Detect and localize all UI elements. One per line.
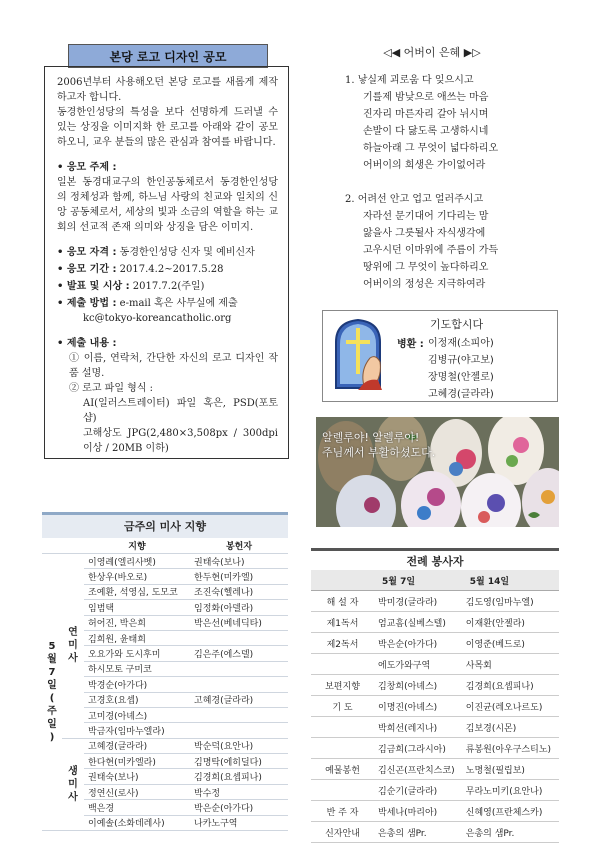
liturgy-server-1: 박미경(글라라)	[374, 591, 462, 612]
hymn-line: 1. 낳실제 괴로움 다 잊으시고	[345, 75, 474, 86]
liturgy-server-2: 김도영(임마누엘)	[462, 591, 559, 612]
liturgy-role: 제1독서	[311, 612, 374, 633]
liturgy-row	[311, 591, 559, 612]
prayer-name: 고혜경(글라라)	[428, 389, 494, 400]
mass-intention: 고미경(아녜스)	[84, 707, 190, 722]
liturgy-role	[311, 738, 374, 759]
hymn-line: 어버이의 희생은 가이없어라	[363, 160, 486, 171]
hymn-line: 땅위에 그 무엇이 높다하리오	[363, 262, 489, 273]
liturgy-server-1: 박희선(레지나)	[374, 717, 462, 738]
mass-offerer: 권태숙(보나)	[190, 554, 288, 569]
mass-col-intention: 지향	[84, 538, 190, 554]
prayer-title: 기도합시다	[430, 318, 484, 331]
mass-offerer: 고혜경(글라라)	[190, 692, 288, 707]
prayer-label: 병환 :	[397, 339, 424, 350]
mass-intention: 고경호(요셉)	[84, 692, 190, 707]
liturgy-server-1: 박세나(마리아)	[374, 801, 462, 822]
liturgy-row	[311, 738, 559, 759]
liturgy-row	[311, 759, 559, 780]
liturgy-row	[311, 822, 559, 843]
mass-offerer: 박은순(아가다)	[190, 800, 288, 815]
mass-intention: 김희원, 윤태희	[84, 630, 190, 645]
liturgy-server-2: 이영준(베드로)	[462, 633, 559, 654]
liturgy-server-1: 김창희(아녜스)	[374, 675, 462, 696]
liturgy-server-2: 이재환(안젤라)	[462, 612, 559, 633]
liturgy-table	[311, 570, 559, 843]
liturgy-server-2: 사목회	[462, 654, 559, 675]
hymn-title: ◁◀ 어버이 은혜 ▶▷	[383, 46, 481, 59]
liturgy-server-1: 박은순(아가다)	[374, 633, 462, 654]
mass-header-spacer	[42, 538, 62, 554]
hymn-verse-2	[345, 191, 545, 293]
mass-day-label-char: (	[49, 693, 55, 705]
mass-intention: 정연신(로사)	[84, 784, 190, 799]
liturgy-row	[311, 801, 559, 822]
easter-greeting	[322, 430, 435, 460]
mass-day-label-char: 주	[47, 706, 57, 718]
mass-intention: 박경순(아가다)	[84, 677, 190, 692]
content-item-2a: AI(일러스트레이터) 파일 혹은, PSD(포토샵)	[83, 398, 278, 424]
liturgy-row	[311, 696, 559, 717]
submit-row	[57, 296, 278, 311]
hymn-lyrics	[345, 72, 545, 310]
prayer-names	[428, 335, 494, 403]
mass-offerer: 박은선(베네딕타)	[190, 615, 288, 630]
liturgy-col-date-1: 5월 7일	[374, 570, 462, 591]
contest-theme	[57, 160, 278, 235]
mass-intention: 조예환, 석영심, 도모코	[84, 584, 190, 599]
mass-intention: 임범택	[84, 600, 190, 615]
mass-day-label-char: 5	[48, 641, 56, 653]
period-value: 2017.4.2~2017.5.28	[116, 264, 224, 275]
hymn-line: 어버이의 정성은 지극하여라	[363, 279, 486, 290]
mass-offerer: 김경희(요셉피나)	[190, 769, 288, 784]
liturgy-row	[311, 654, 559, 675]
liturgy-role: 기 도	[311, 696, 374, 717]
announce-row	[57, 279, 278, 294]
liturgy-role	[311, 780, 374, 801]
mass-offerer: 한두현(미카엘)	[190, 569, 288, 584]
mass-day-label-char: 월	[47, 654, 57, 666]
contest-email-link[interactable]: kc@tokyo-koreancatholic.org	[83, 313, 232, 324]
hymn-verse-1	[345, 72, 545, 174]
liturgy-role: 반 주 자	[311, 801, 374, 822]
mass-day-label-char: 일	[47, 680, 57, 692]
liturgy-server-1: 김순기(글라라)	[374, 780, 462, 801]
contest-box	[44, 66, 289, 459]
hymn-line: 2. 어려선 안고 업고 얼러주시고	[345, 194, 484, 205]
liturgy-server-2: 이진균(레오나르도)	[462, 696, 559, 717]
liturgy-col-date-2: 5월 14일	[462, 570, 559, 591]
liturgy-role: 해 설 자	[311, 591, 374, 612]
liturgy-server-1: 이명진(아녜스)	[374, 696, 462, 717]
mass-intention: 하시모토 구미코	[84, 661, 190, 676]
contest-content	[57, 336, 278, 456]
liturgy-title: 전례 봉사자	[311, 548, 559, 570]
mass-offerer	[190, 707, 288, 722]
eligibility-row	[57, 245, 278, 260]
liturgy-row	[311, 780, 559, 801]
mass-group-requiem-char: 사	[68, 653, 78, 665]
mass-intentions-table	[42, 538, 288, 831]
liturgy-role	[311, 717, 374, 738]
easter-greeting-line1: 알렐루야! 알렐루야!	[322, 431, 420, 444]
liturgy-header-row	[311, 570, 559, 591]
mass-offerer: 조진숙(헬레나)	[190, 584, 288, 599]
mass-day-label-char: 일	[47, 719, 57, 731]
mass-row	[42, 738, 288, 753]
mass-intention: 권태숙(보나)	[84, 769, 190, 784]
eligibility-value: 동경한인성당 신자 및 예비신자	[116, 247, 255, 258]
mass-intention: 박금자(임마누엘라)	[84, 723, 190, 738]
liturgy-role: 예물봉헌	[311, 759, 374, 780]
mass-day-label-char: 7	[48, 667, 56, 679]
contest-title: 본당 로고 디자인 공모	[68, 44, 268, 68]
mass-offerer	[190, 661, 288, 676]
mass-col-offerer: 봉헌자	[190, 538, 288, 554]
mass-intention: 한상우(바오로)	[84, 569, 190, 584]
liturgy-role	[311, 654, 374, 675]
mass-intentions-title: 금주의 미사 지향	[42, 512, 288, 538]
mass-group-living	[62, 738, 84, 830]
mass-header-row	[42, 538, 288, 554]
mass-offerer: 김은주(에스델)	[190, 646, 288, 661]
liturgy-role: 제2독서	[311, 633, 374, 654]
hymn-line: 손발이 다 닳도록 고생하시네	[363, 126, 489, 137]
praying-hands-window-icon	[330, 318, 386, 390]
liturgy-row	[311, 612, 559, 633]
hymn-line: 기를제 밤낮으로 애쓰는 마음	[363, 92, 489, 103]
hymn-line: 진자리 마른자리 갈아 뉘시며	[363, 109, 489, 120]
liturgy-server-1: 엄교흠(실베스텔)	[374, 612, 462, 633]
content-item-1: ① 이름, 연락처, 간단한 자신의 로고 디자인 작품 설명.	[69, 353, 278, 379]
mass-intention: 오요가와 도시후미	[84, 646, 190, 661]
liturgy-header-spacer	[311, 570, 374, 591]
mass-row	[42, 554, 288, 569]
submit-label: • 제출 방법 :	[57, 298, 117, 309]
mass-intention: 한다현(미카엘라)	[84, 754, 190, 769]
hymn-line: 하늘아래 그 무엇이 넓다하리오	[363, 143, 499, 154]
submit-value: e-mail 혹은 사무실에 제출	[116, 298, 238, 309]
prayer-name: 이정재(소피아)	[428, 338, 494, 349]
mass-intention: 허어진, 박은희	[84, 615, 190, 630]
contest-details	[57, 245, 278, 326]
mass-intention: 이영례(엘리사벳)	[84, 554, 190, 569]
liturgy-server-2: 무라노미키(요안나)	[462, 780, 559, 801]
theme-label: • 응모 주제 :	[57, 162, 117, 173]
liturgy-server-1: 은총의 샘Pr.	[374, 822, 462, 843]
mass-header-spacer	[62, 538, 84, 554]
prayer-name: 장명철(안젤로)	[428, 372, 494, 383]
mass-group-requiem-char: 연	[68, 627, 78, 639]
mass-day-label	[42, 554, 62, 831]
hymn-line: 앓을사 그릇될사 자식생각에	[363, 228, 486, 239]
mass-day-label-char: )	[49, 732, 55, 744]
liturgy-row	[311, 675, 559, 696]
mass-offerer: 나카노구역	[190, 815, 288, 830]
mass-group-requiem	[62, 554, 84, 739]
liturgy-row	[311, 633, 559, 654]
content-item-2: ② 로고 파일 형식 :	[69, 383, 154, 394]
liturgy-row	[311, 717, 559, 738]
hymn-line: 자라선 문기대어 기다리는 맘	[363, 211, 489, 222]
liturgy-server-1: 김신곤(프란치스코)	[374, 759, 462, 780]
announce-value: 2017.7.2(주일)	[129, 281, 205, 292]
mass-offerer: 박수정	[190, 784, 288, 799]
liturgy-server-1: 김금희(그라시아)	[374, 738, 462, 759]
content-label: • 제출 내용 :	[57, 338, 117, 349]
mass-group-requiem-char: 미	[68, 640, 78, 652]
liturgy-role: 신자안내	[311, 822, 374, 843]
contest-intro-2: 동경한인성당의 특성을 보다 선명하게 드러낼 수 있는 상징을 이미지화 한 로고를 아래와 같이 공모하오니, 교우 분들의 많은 관심과 참여를 바랍니다.	[57, 107, 278, 148]
theme-text: 일본 동경대교구의 한인공동체로서 동경한인성당의 정체성과 함께, 하느님 사랑의 친교와 일치의 신앙 공동체로서, 세상의 빛과 소금의 역할을 하는 교회의 선교적 존재 의미와 상징을 담은 이미지.	[57, 177, 278, 233]
liturgy-server-2: 노명철(필립보)	[462, 759, 559, 780]
mass-offerer	[190, 723, 288, 738]
liturgy-server-1: 에도가와구역	[374, 654, 462, 675]
content-item-2b: 고해상도 JPG(2,480×3,508px / 300dpi 이상 / 20MB 이하)	[83, 428, 278, 454]
mass-intention: 백은경	[84, 800, 190, 815]
liturgy-server-2: 은총의 샘Pr.	[462, 822, 559, 843]
mass-offerer	[190, 630, 288, 645]
period-row	[57, 262, 278, 277]
mass-offerer: 임정화(아델라)	[190, 600, 288, 615]
eligibility-label: • 응모 자격 :	[57, 247, 117, 258]
mass-group-living-char: 미	[68, 778, 78, 790]
mass-intention: 고혜경(글라라)	[84, 738, 190, 753]
liturgy-server-2: 김보경(시몬)	[462, 717, 559, 738]
mass-offerer: 박순덕(요안나)	[190, 738, 288, 753]
hymn-line: 고우시던 이마위에 주름이 가득	[363, 245, 499, 256]
liturgy-server-2: 김경희(요셉피나)	[462, 675, 559, 696]
prayer-name: 김병규(야고보)	[428, 355, 494, 366]
liturgy-server-2: 신혜영(프란체스카)	[462, 801, 559, 822]
mass-intention: 이예솔(소화데레사)	[84, 815, 190, 830]
announce-label: • 발표 및 시상 :	[57, 281, 130, 292]
liturgy-server-2: 류봉원(아우구스티노)	[462, 738, 559, 759]
contest-intro-1: 2006년부터 사용해오던 본당 로고를 새롭게 제작하고자 합니다.	[57, 77, 278, 103]
mass-offerer	[190, 677, 288, 692]
period-label: • 응모 기간 :	[57, 264, 117, 275]
mass-group-living-char: 생	[68, 765, 78, 777]
mass-group-living-char: 사	[68, 791, 78, 803]
liturgy-role: 보편지향	[311, 675, 374, 696]
mass-offerer: 김명탁(에히딜다)	[190, 754, 288, 769]
easter-greeting-line2: 주님께서 부활하셨도다.	[322, 446, 436, 459]
